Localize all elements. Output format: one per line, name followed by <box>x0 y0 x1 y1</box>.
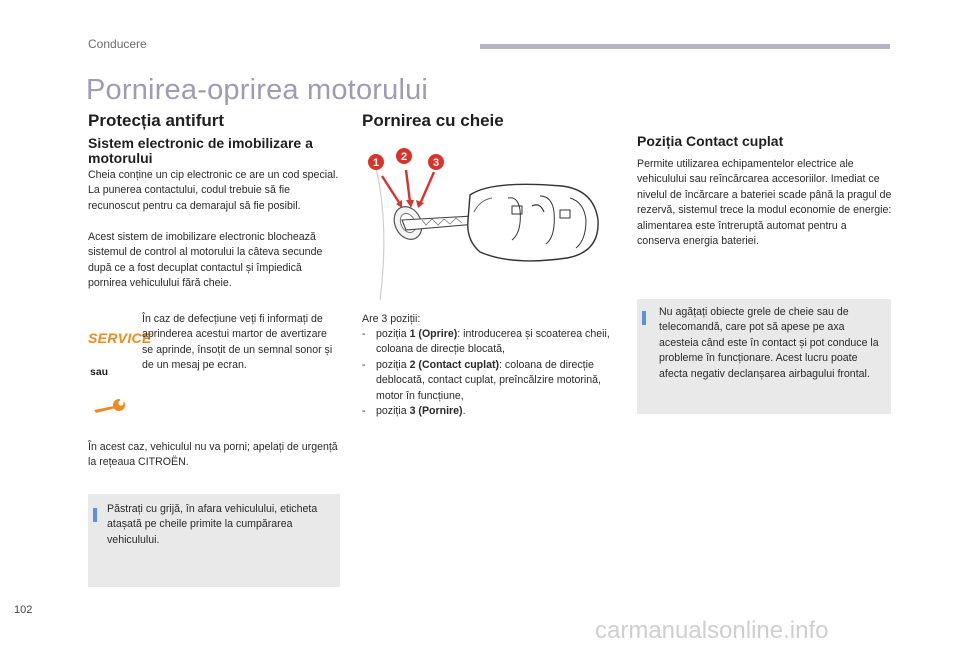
immobilizer-subheading: Sistem electronic de imobilizare a motorului <box>88 135 313 166</box>
contact-position-paragraph: Permite utilizarea echipamentelor electrice ale vehiculului sau reîncărcarea accesoriilor. Imediat ce nivelul de încărcare a bateriei scade până la pragul de rezervă, sistemul trece la modul economie de energie: alimentarea este întreruptă automat pentru a conserva energia bateriei. <box>637 158 892 248</box>
ignition-key-illustration <box>362 140 612 305</box>
position-item-1: - poziția 1 (Oprire): introducerea și scoaterea cheii, coloana de direcție blocată, <box>362 328 610 356</box>
header-accent-bar <box>480 44 890 49</box>
key-start-heading: Pornirea cu cheie <box>362 111 504 130</box>
immobilizer-paragraph-1: Cheia conține un cip electronic ce are un cod special. La punerea contactului, codul trebuie să fie recunoscut pentru ca demarajul să fie posibil. <box>88 169 339 212</box>
callout-2-label: 2 <box>400 151 408 163</box>
key-label-note <box>88 494 340 587</box>
warning-lamp-text: În caz de defecțiune veți fi informați de aprinderea acestui martor de avertizare se aprinde, însoțit de un semnal sonor și de un mesaj pe ecran. <box>142 313 333 372</box>
note-marker-icon <box>93 508 97 522</box>
callout-1-label: 1 <box>372 157 380 169</box>
heavy-objects-note-text: Nu agățați obiecte grele de cheie sau de telecomandă, care pot să apese pe axa acesteia când este în contact și pot conduce la probleme în funcționare. Acest lucru poate afecta negativ declanșarea airbagului frontal. <box>659 306 879 380</box>
positions-list <box>362 327 612 419</box>
contact-position-heading: Poziția Contact cuplat <box>637 133 784 149</box>
fault-text: În acest caz, vehiculul nu va porni; apelați de urgență la rețeaua CITROËN. <box>88 441 338 469</box>
page-number: 102 <box>14 604 33 616</box>
note-marker-icon <box>642 311 646 325</box>
key-label-note-text: Păstrați cu grijă, în afara vehiculului, eticheta atașată pe cheile primite la cumpărarea vehiculului. <box>107 503 318 546</box>
callout-3-label: 3 <box>432 157 440 169</box>
or-label: sau <box>90 366 109 378</box>
wrench-icon <box>92 396 128 416</box>
heavy-objects-note <box>637 299 891 414</box>
immobilizer-paragraph-2: Acest sistem de imobilizare electronic blochează sistemul de control al motorului la câteva secunde după ce a fost decuplat contactul și împiedică pornirea vehiculului fără cheie. <box>88 231 323 290</box>
service-warning-icon: SERVICE <box>88 330 152 346</box>
section-label: Conducere <box>88 37 147 51</box>
positions-intro: Are 3 poziții: <box>362 313 421 325</box>
antitheft-heading: Protecția antifurt <box>88 111 225 130</box>
position-item-2: - poziția 2 (Contact cuplat): coloana de direcție deblocată, contact cuplat, preîncălzire motorină, motor în funcțiune, <box>362 358 601 402</box>
watermark: carmanualsonline.info <box>595 617 829 644</box>
position-item-3: - poziția 3 (Pornire). <box>362 405 466 418</box>
page-title: Pornirea-oprirea motorului <box>86 74 429 106</box>
